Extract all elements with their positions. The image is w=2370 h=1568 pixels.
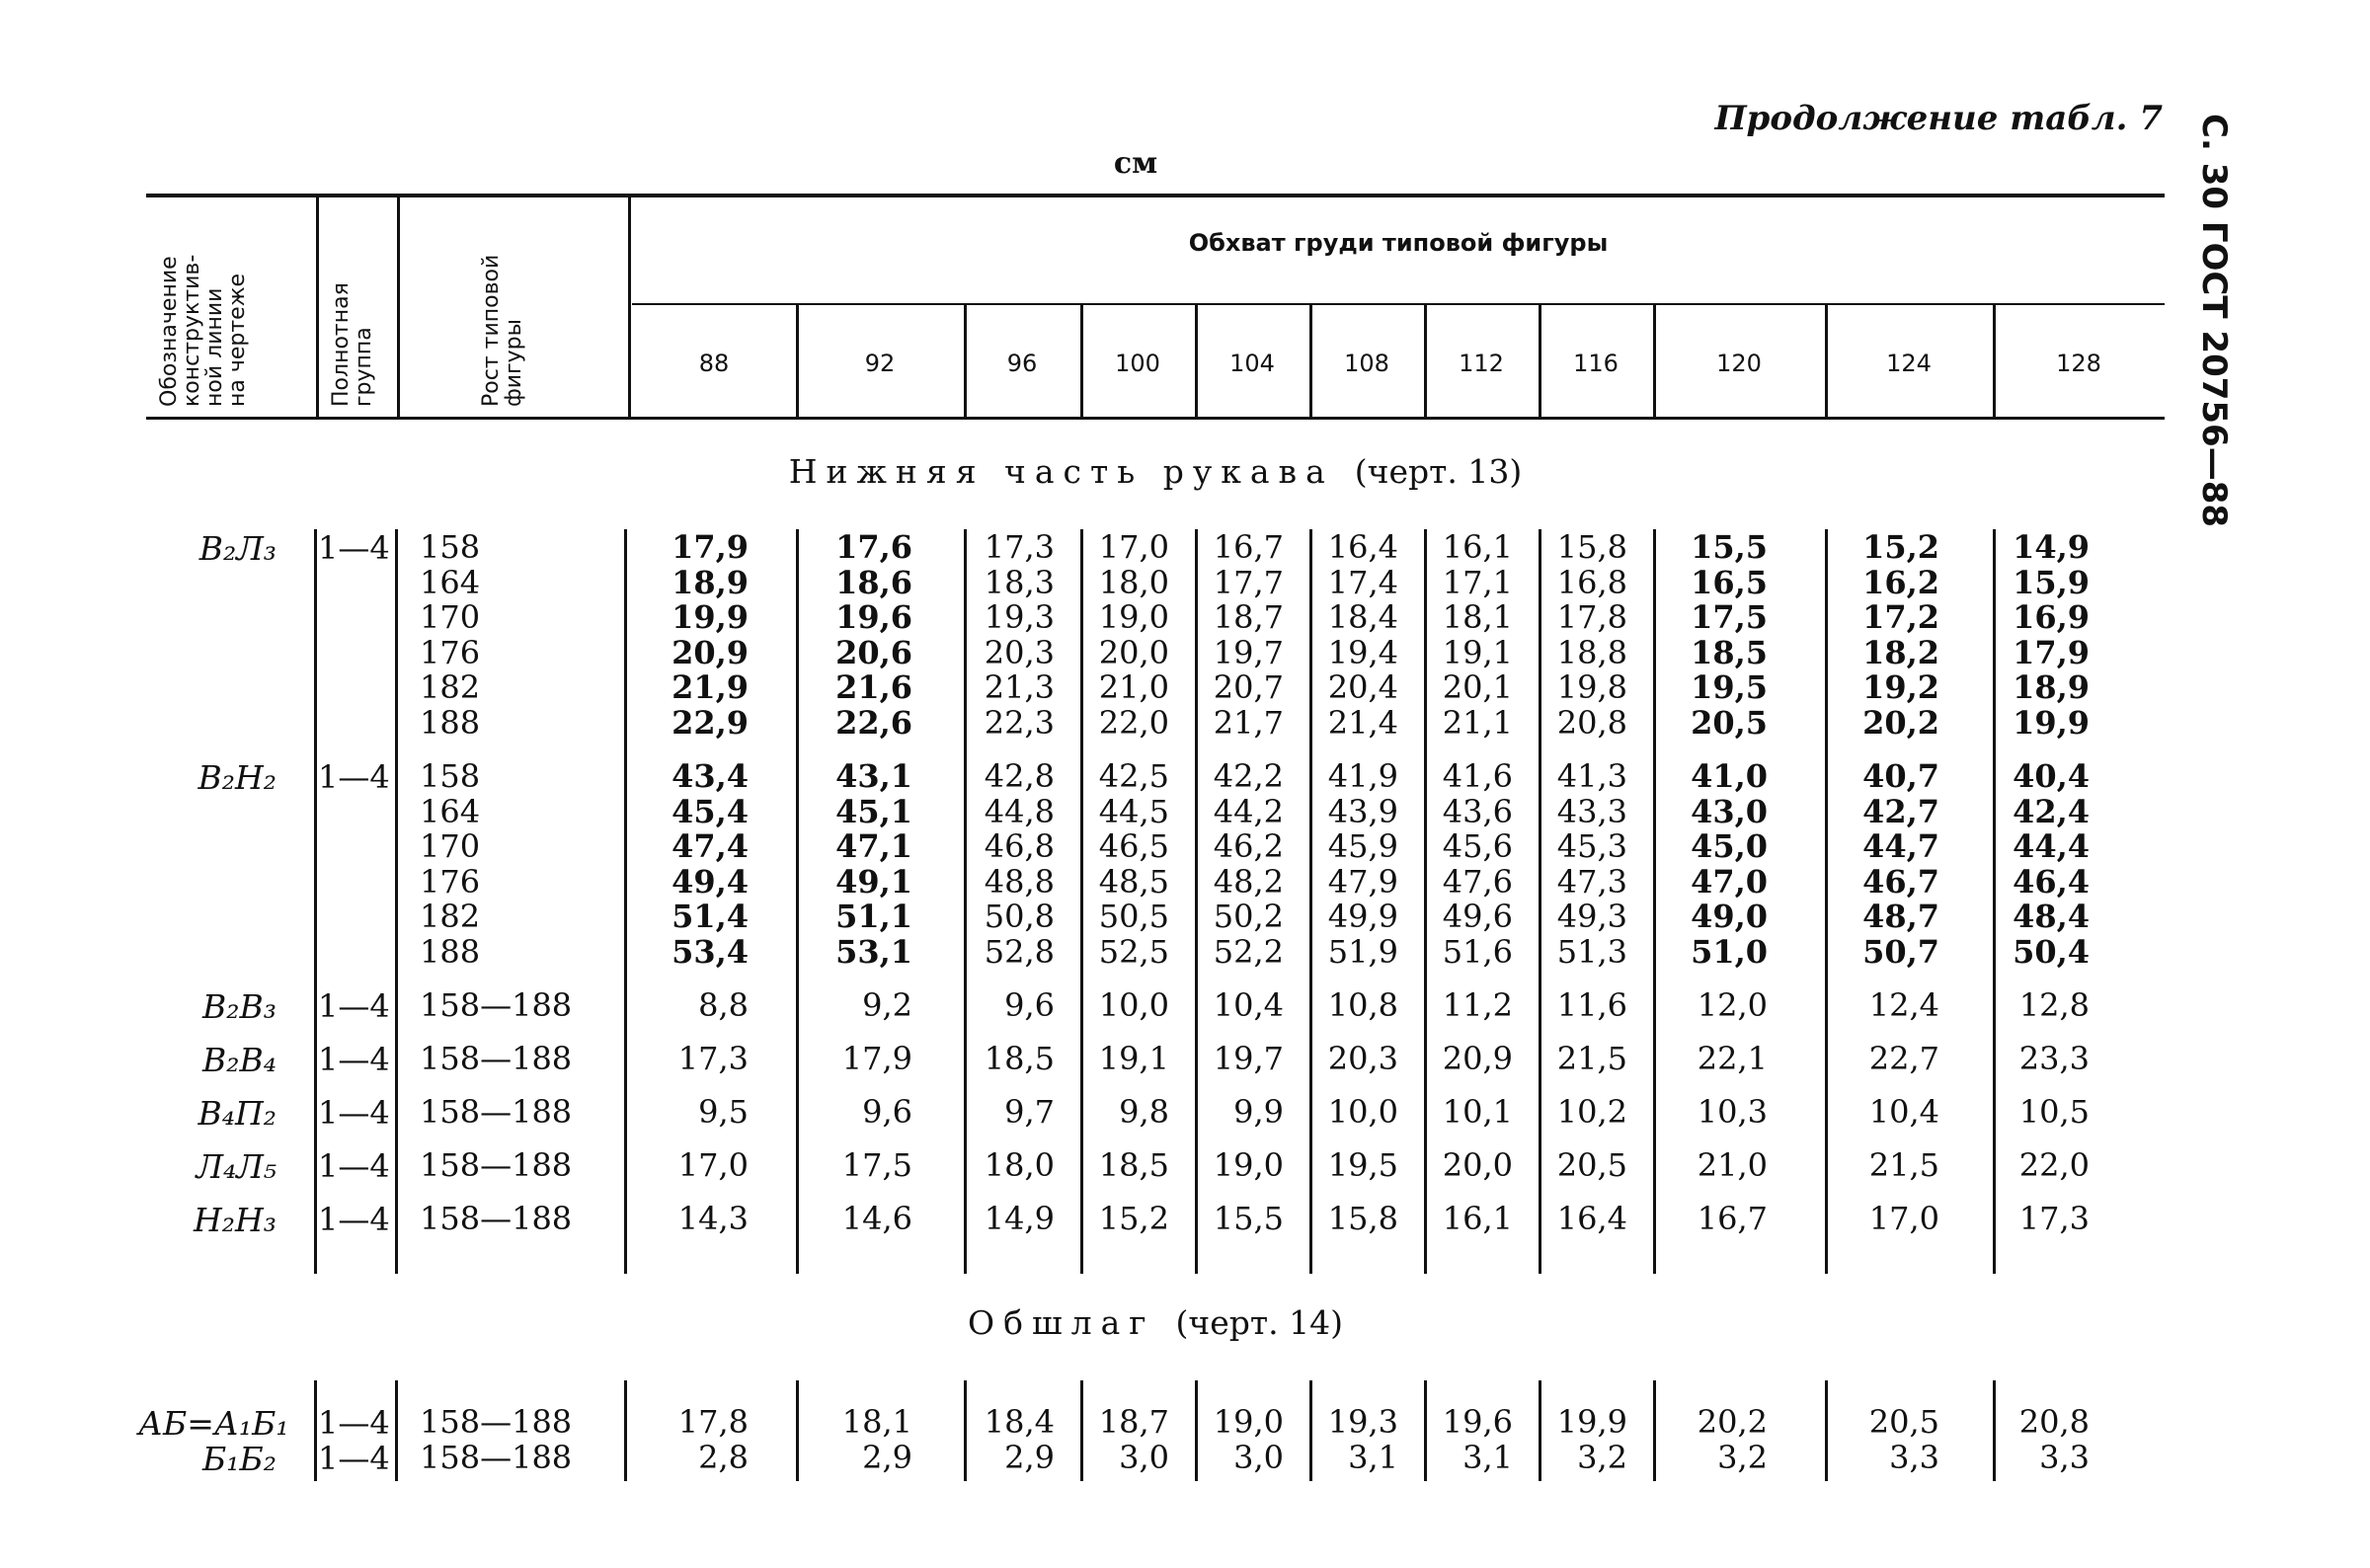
value-cell: 18,9 xyxy=(672,563,749,601)
value-cell: 48,8 xyxy=(984,862,1055,901)
value-cell: 18,2 xyxy=(1862,633,1939,671)
value-cell: 20,5 xyxy=(1556,1146,1627,1184)
value-cell: 46,7 xyxy=(1862,862,1939,901)
value-cell: 18,1 xyxy=(841,1403,912,1441)
group-col-right-rule xyxy=(395,529,398,1274)
value-cell: 19,3 xyxy=(984,598,1055,636)
value-cell: 18,7 xyxy=(1098,1403,1169,1441)
value-cell: 14,3 xyxy=(677,1200,749,1237)
value-col-rule xyxy=(1309,1380,1312,1481)
value-cell: 17,2 xyxy=(1862,598,1939,636)
value-cell: 16,1 xyxy=(1442,1200,1513,1237)
value-cell: 15,5 xyxy=(1691,528,1768,566)
value-cell: 21,0 xyxy=(1697,1146,1768,1184)
value-cell: 44,4 xyxy=(2013,827,2090,865)
value-cell: 18,6 xyxy=(835,563,912,601)
value-cell: 2,9 xyxy=(862,1439,912,1476)
size-col-header: 120 xyxy=(1716,350,1762,377)
value-cell: 18,5 xyxy=(984,1040,1055,1077)
value-cell: 19,5 xyxy=(1691,668,1768,706)
line-designation: Л₄Л₅ xyxy=(196,1147,276,1186)
line-designation: В₄П₂ xyxy=(198,1094,276,1133)
value-cell: 20,0 xyxy=(1098,633,1169,671)
figure-height: 188 xyxy=(420,932,481,971)
header-divider xyxy=(628,197,631,417)
figure-height: 164 xyxy=(420,792,481,830)
section-title-cuff: Обшлаг (черт. 14) xyxy=(968,1303,1343,1342)
height-col-rule xyxy=(624,529,627,1274)
value-cell: 21,6 xyxy=(835,668,912,706)
value-cell: 20,7 xyxy=(1213,668,1284,706)
value-col-rule xyxy=(964,1380,967,1481)
value-cell: 51,9 xyxy=(1327,932,1398,971)
fullness-group: 1—4 xyxy=(318,1440,390,1477)
figure-height: 158—188 xyxy=(420,1439,573,1476)
value-cell: 43,6 xyxy=(1442,792,1513,830)
value-cell: 21,5 xyxy=(1556,1040,1627,1077)
fullness-group: 1—4 xyxy=(318,987,390,1025)
value-cell: 44,8 xyxy=(984,792,1055,830)
value-cell: 3,0 xyxy=(1119,1439,1169,1476)
size-col-header: 124 xyxy=(1886,350,1932,377)
value-cell: 18,5 xyxy=(1098,1146,1169,1184)
value-cell: 16,5 xyxy=(1691,563,1768,601)
value-cell: 18,3 xyxy=(984,563,1055,601)
size-col-header: 100 xyxy=(1115,350,1160,377)
value-cell: 47,3 xyxy=(1556,862,1627,901)
value-col-rule xyxy=(796,529,799,1274)
value-cell: 50,4 xyxy=(2013,932,2090,971)
value-col-rule xyxy=(1993,1380,1996,1481)
value-cell: 17,0 xyxy=(1868,1200,1939,1237)
value-cell: 10,4 xyxy=(1213,986,1284,1024)
value-cell: 51,1 xyxy=(835,898,912,935)
value-cell: 17,9 xyxy=(672,528,749,566)
value-cell: 43,3 xyxy=(1556,792,1627,830)
value-cell: 10,5 xyxy=(2018,1093,2090,1131)
value-cell: 44,2 xyxy=(1213,792,1284,830)
value-col-rule xyxy=(796,1380,799,1481)
value-cell: 15,8 xyxy=(1327,1200,1398,1237)
value-cell: 41,9 xyxy=(1327,757,1398,795)
value-cell: 15,5 xyxy=(1213,1200,1284,1237)
value-cell: 20,9 xyxy=(672,633,749,671)
value-cell: 49,1 xyxy=(835,862,912,901)
value-col-rule xyxy=(1080,1380,1083,1481)
value-cell: 22,0 xyxy=(2018,1146,2090,1184)
value-cell: 42,7 xyxy=(1862,792,1939,830)
fullness-group: 1—4 xyxy=(318,529,390,567)
value-cell: 15,9 xyxy=(2013,563,2090,601)
line-designation: Б₁Б₂ xyxy=(202,1440,276,1478)
value-cell: 15,8 xyxy=(1556,528,1627,566)
figure-height: 176 xyxy=(420,862,481,901)
value-cell: 9,6 xyxy=(1004,986,1055,1024)
value-cell: 18,4 xyxy=(984,1403,1055,1441)
value-cell: 17,5 xyxy=(1691,598,1768,636)
value-cell: 46,5 xyxy=(1098,827,1169,865)
value-cell: 41,3 xyxy=(1556,757,1627,795)
value-cell: 21,3 xyxy=(984,668,1055,706)
value-cell: 18,1 xyxy=(1442,598,1513,636)
value-cell: 22,3 xyxy=(984,703,1055,742)
value-cell: 46,2 xyxy=(1213,827,1284,865)
value-cell: 20,6 xyxy=(835,633,912,671)
value-cell: 14,6 xyxy=(841,1200,912,1237)
value-cell: 15,2 xyxy=(1862,528,1939,566)
value-cell: 16,2 xyxy=(1862,563,1939,601)
value-col-rule xyxy=(1653,529,1656,1274)
value-cell: 9,7 xyxy=(1004,1093,1055,1131)
value-cell: 21,1 xyxy=(1442,703,1513,742)
value-cell: 21,9 xyxy=(672,668,749,706)
value-cell: 40,7 xyxy=(1862,757,1939,795)
table-top-rule xyxy=(146,194,2165,197)
value-cell: 49,4 xyxy=(672,862,749,901)
figure-height: 182 xyxy=(420,898,481,935)
value-cell: 17,3 xyxy=(984,528,1055,566)
value-cell: 41,6 xyxy=(1442,757,1513,795)
value-cell: 22,6 xyxy=(835,703,912,742)
value-cell: 10,8 xyxy=(1327,986,1398,1024)
fullness-group: 1—4 xyxy=(318,758,390,796)
group-col-left-rule xyxy=(314,529,317,1274)
value-cell: 46,8 xyxy=(984,827,1055,865)
unit-label: см xyxy=(1113,146,1158,181)
value-cell: 20,1 xyxy=(1442,668,1513,706)
value-cell: 22,9 xyxy=(672,703,749,742)
value-cell: 2,9 xyxy=(1004,1439,1055,1476)
height-col-rule xyxy=(624,1380,627,1481)
value-cell: 47,1 xyxy=(835,827,912,865)
figure-height: 164 xyxy=(420,563,481,601)
value-cell: 17,3 xyxy=(2018,1200,2090,1237)
value-col-rule xyxy=(1539,529,1541,1274)
figure-height: 158 xyxy=(420,528,481,566)
size-col-header: 112 xyxy=(1459,350,1504,377)
size-col-header: 92 xyxy=(864,350,896,377)
value-cell: 49,6 xyxy=(1442,898,1513,935)
value-cell: 40,4 xyxy=(2013,757,2090,795)
value-cell: 50,5 xyxy=(1098,898,1169,935)
value-cell: 19,1 xyxy=(1098,1040,1169,1077)
value-cell: 8,8 xyxy=(698,986,749,1024)
value-cell: 20,4 xyxy=(1327,668,1398,706)
size-col-header: 116 xyxy=(1573,350,1619,377)
line-designation: В₂Л₃ xyxy=(198,529,276,568)
header-divider xyxy=(397,197,400,417)
value-cell: 19,0 xyxy=(1098,598,1169,636)
value-cell: 19,6 xyxy=(835,598,912,636)
value-cell: 20,3 xyxy=(984,633,1055,671)
value-cell: 49,0 xyxy=(1691,898,1768,935)
figure-height: 170 xyxy=(420,598,481,636)
value-cell: 49,3 xyxy=(1556,898,1627,935)
value-cell: 16,9 xyxy=(2013,598,2090,636)
value-cell: 10,0 xyxy=(1098,986,1169,1024)
value-cell: 3,3 xyxy=(2039,1439,2090,1476)
value-cell: 51,3 xyxy=(1556,932,1627,971)
value-cell: 46,4 xyxy=(2013,862,2090,901)
fullness-group: 1—4 xyxy=(318,1094,390,1132)
col-header-fullness-group: Полнотная группа xyxy=(329,282,376,407)
value-cell: 20,5 xyxy=(1868,1403,1939,1441)
value-cell: 20,0 xyxy=(1442,1146,1513,1184)
figure-height: 158—188 xyxy=(420,1093,573,1131)
size-col-header: 104 xyxy=(1229,350,1275,377)
value-cell: 50,2 xyxy=(1213,898,1284,935)
value-cell: 18,9 xyxy=(2013,668,2090,706)
value-cell: 41,0 xyxy=(1691,757,1768,795)
value-cell: 3,3 xyxy=(1889,1439,1939,1476)
value-cell: 45,3 xyxy=(1556,827,1627,865)
value-cell: 19,7 xyxy=(1213,1040,1284,1077)
value-cell: 17,0 xyxy=(1098,528,1169,566)
value-cell: 12,8 xyxy=(2018,986,2090,1024)
value-cell: 43,0 xyxy=(1691,792,1768,830)
value-cell: 42,2 xyxy=(1213,757,1284,795)
value-cell: 43,9 xyxy=(1327,792,1398,830)
value-col-rule xyxy=(1993,529,1996,1274)
value-cell: 17,0 xyxy=(677,1146,749,1184)
value-cell: 17,6 xyxy=(835,528,912,566)
size-col-header: 128 xyxy=(2056,350,2101,377)
value-cell: 20,2 xyxy=(1697,1403,1768,1441)
fullness-group: 1—4 xyxy=(318,1041,390,1078)
value-cell: 19,9 xyxy=(2013,703,2090,742)
value-cell: 3,2 xyxy=(1577,1439,1627,1476)
size-col-header: 96 xyxy=(1006,350,1038,377)
value-cell: 3,1 xyxy=(1462,1439,1513,1476)
value-col-rule xyxy=(1309,529,1312,1274)
side-header-text: С. 30 ГОСТ 20756—88 xyxy=(2194,114,2234,528)
value-cell: 21,7 xyxy=(1213,703,1284,742)
value-cell: 22,0 xyxy=(1098,703,1169,742)
section-title-lower-sleeve: Нижняя часть рукава (черт. 13) xyxy=(788,452,1523,491)
header-divider xyxy=(316,197,319,417)
header-bottom-rule xyxy=(146,417,2165,420)
value-cell: 50,8 xyxy=(984,898,1055,935)
value-col-rule xyxy=(1825,1380,1828,1481)
value-cell: 48,2 xyxy=(1213,862,1284,901)
fullness-group: 1—4 xyxy=(318,1147,390,1185)
value-cell: 16,4 xyxy=(1327,528,1398,566)
value-cell: 44,7 xyxy=(1862,827,1939,865)
value-cell: 20,8 xyxy=(2018,1403,2090,1441)
value-cell: 10,4 xyxy=(1868,1093,1939,1131)
value-cell: 18,7 xyxy=(1213,598,1284,636)
size-col-header: 108 xyxy=(1344,350,1389,377)
value-cell: 17,9 xyxy=(841,1040,912,1077)
value-cell: 17,7 xyxy=(1213,563,1284,601)
value-cell: 20,2 xyxy=(1862,703,1939,742)
value-cell: 52,8 xyxy=(984,932,1055,971)
value-cell: 48,4 xyxy=(2013,898,2090,935)
value-cell: 42,8 xyxy=(984,757,1055,795)
value-cell: 45,1 xyxy=(835,792,912,830)
value-cell: 18,8 xyxy=(1556,633,1627,671)
value-cell: 45,6 xyxy=(1442,827,1513,865)
line-designation: В₂В₃ xyxy=(202,987,276,1026)
value-cell: 43,1 xyxy=(835,757,912,795)
value-cell: 43,4 xyxy=(672,757,749,795)
value-cell: 17,9 xyxy=(2013,633,2090,671)
value-cell: 20,9 xyxy=(1442,1040,1513,1077)
value-cell: 21,4 xyxy=(1327,703,1398,742)
value-col-rule xyxy=(1825,529,1828,1274)
line-designation: АБ=А₁Б₁ xyxy=(138,1404,289,1443)
value-cell: 9,5 xyxy=(698,1093,749,1131)
value-cell: 48,7 xyxy=(1862,898,1939,935)
value-cell: 20,3 xyxy=(1327,1040,1398,1077)
value-col-rule xyxy=(1424,1380,1427,1481)
value-cell: 51,6 xyxy=(1442,932,1513,971)
value-cell: 18,5 xyxy=(1691,633,1768,671)
value-cell: 2,8 xyxy=(698,1439,749,1476)
value-cell: 20,8 xyxy=(1556,703,1627,742)
value-cell: 9,6 xyxy=(862,1093,912,1131)
value-cell: 51,0 xyxy=(1691,932,1768,971)
value-cell: 45,0 xyxy=(1691,827,1768,865)
value-cell: 18,0 xyxy=(1098,563,1169,601)
size-col-header: 88 xyxy=(698,350,730,377)
value-cell: 16,8 xyxy=(1556,563,1627,601)
value-cell: 10,3 xyxy=(1697,1093,1768,1131)
value-cell: 11,6 xyxy=(1556,986,1627,1024)
value-cell: 17,1 xyxy=(1442,563,1513,601)
value-cell: 9,9 xyxy=(1233,1093,1284,1131)
value-cell: 44,5 xyxy=(1098,792,1169,830)
value-cell: 3,1 xyxy=(1348,1439,1398,1476)
line-designation: В₂Н₂ xyxy=(198,758,276,797)
value-cell: 19,9 xyxy=(1556,1403,1627,1441)
value-cell: 22,7 xyxy=(1868,1040,1939,1077)
subheader-rule xyxy=(632,303,2165,305)
value-cell: 3,0 xyxy=(1233,1439,1284,1476)
figure-height: 158—188 xyxy=(420,986,573,1024)
value-cell: 9,8 xyxy=(1119,1093,1169,1131)
continuation-title: Продолжение табл. 7 xyxy=(1714,99,2163,138)
figure-height: 158—188 xyxy=(420,1146,573,1184)
figure-height: 158—188 xyxy=(420,1200,573,1237)
value-cell: 16,4 xyxy=(1556,1200,1627,1237)
value-cell: 51,4 xyxy=(672,898,749,935)
value-cell: 19,9 xyxy=(672,598,749,636)
value-cell: 50,7 xyxy=(1862,932,1939,971)
value-cell: 19,8 xyxy=(1556,668,1627,706)
value-cell: 19,7 xyxy=(1213,633,1284,671)
value-cell: 16,1 xyxy=(1442,528,1513,566)
fullness-group: 1—4 xyxy=(318,1201,390,1238)
col-header-designation: Обозначение конструктив- ной линии на чертеже xyxy=(157,254,250,407)
value-cell: 19,0 xyxy=(1213,1403,1284,1441)
value-cell: 14,9 xyxy=(984,1200,1055,1237)
value-cell: 47,4 xyxy=(672,827,749,865)
value-col-rule xyxy=(1539,1380,1541,1481)
value-cell: 19,0 xyxy=(1213,1146,1284,1184)
value-cell: 22,1 xyxy=(1697,1040,1768,1077)
value-cell: 42,4 xyxy=(2013,792,2090,830)
value-cell: 48,5 xyxy=(1098,862,1169,901)
value-cell: 20,5 xyxy=(1691,703,1768,742)
value-cell: 10,1 xyxy=(1442,1093,1513,1131)
value-cell: 52,5 xyxy=(1098,932,1169,971)
group-col-left-rule xyxy=(314,1380,317,1481)
figure-height: 188 xyxy=(420,703,481,742)
col-header-chest-girth: Обхват груди типовой фигуры xyxy=(1188,229,1609,257)
value-cell: 15,2 xyxy=(1098,1200,1169,1237)
value-col-rule xyxy=(964,529,967,1274)
value-cell: 18,0 xyxy=(984,1146,1055,1184)
value-cell: 45,4 xyxy=(672,792,749,830)
value-cell: 11,2 xyxy=(1442,986,1513,1024)
figure-height: 158—188 xyxy=(420,1040,573,1077)
value-cell: 10,2 xyxy=(1556,1093,1627,1131)
value-cell: 18,4 xyxy=(1327,598,1398,636)
value-cell: 17,3 xyxy=(677,1040,749,1077)
value-cell: 16,7 xyxy=(1697,1200,1768,1237)
value-cell: 47,9 xyxy=(1327,862,1398,901)
value-cell: 49,9 xyxy=(1327,898,1398,935)
value-col-rule xyxy=(1653,1380,1656,1481)
value-cell: 45,9 xyxy=(1327,827,1398,865)
value-col-rule xyxy=(1195,1380,1198,1481)
value-cell: 19,2 xyxy=(1862,668,1939,706)
figure-height: 182 xyxy=(420,668,481,706)
value-col-rule xyxy=(1195,529,1198,1274)
value-cell: 16,7 xyxy=(1213,528,1284,566)
value-col-rule xyxy=(1424,529,1427,1274)
group-col-right-rule xyxy=(395,1380,398,1481)
value-cell: 12,0 xyxy=(1697,986,1768,1024)
figure-height: 170 xyxy=(420,827,481,865)
value-cell: 9,2 xyxy=(862,986,912,1024)
value-cell: 10,0 xyxy=(1327,1093,1398,1131)
value-cell: 12,4 xyxy=(1868,986,1939,1024)
value-cell: 3,2 xyxy=(1717,1439,1768,1476)
line-designation: В₂В₄ xyxy=(202,1041,276,1079)
value-cell: 17,8 xyxy=(1556,598,1627,636)
side-running-header xyxy=(2194,114,2234,528)
value-cell: 19,1 xyxy=(1442,633,1513,671)
value-cell: 19,6 xyxy=(1442,1403,1513,1441)
figure-height: 176 xyxy=(420,633,481,671)
fullness-group: 1—4 xyxy=(318,1404,390,1442)
value-cell: 21,5 xyxy=(1868,1146,1939,1184)
value-cell: 19,5 xyxy=(1327,1146,1398,1184)
value-cell: 19,4 xyxy=(1327,633,1398,671)
line-designation: Н₂Н₃ xyxy=(193,1201,276,1239)
value-cell: 19,3 xyxy=(1327,1403,1398,1441)
value-cell: 52,2 xyxy=(1213,932,1284,971)
value-cell: 47,6 xyxy=(1442,862,1513,901)
value-cell: 21,0 xyxy=(1098,668,1169,706)
value-cell: 53,1 xyxy=(835,932,912,971)
col-header-height: Рост типовой фигуры xyxy=(479,254,526,407)
value-cell: 17,8 xyxy=(677,1403,749,1441)
value-cell: 14,9 xyxy=(2013,528,2090,566)
value-cell: 53,4 xyxy=(672,932,749,971)
value-cell: 47,0 xyxy=(1691,862,1768,901)
value-cell: 17,5 xyxy=(841,1146,912,1184)
figure-height: 158 xyxy=(420,757,481,795)
figure-height: 158—188 xyxy=(420,1403,573,1441)
value-col-rule xyxy=(1080,529,1083,1274)
value-cell: 42,5 xyxy=(1098,757,1169,795)
value-cell: 17,4 xyxy=(1327,563,1398,601)
value-cell: 23,3 xyxy=(2018,1040,2090,1077)
